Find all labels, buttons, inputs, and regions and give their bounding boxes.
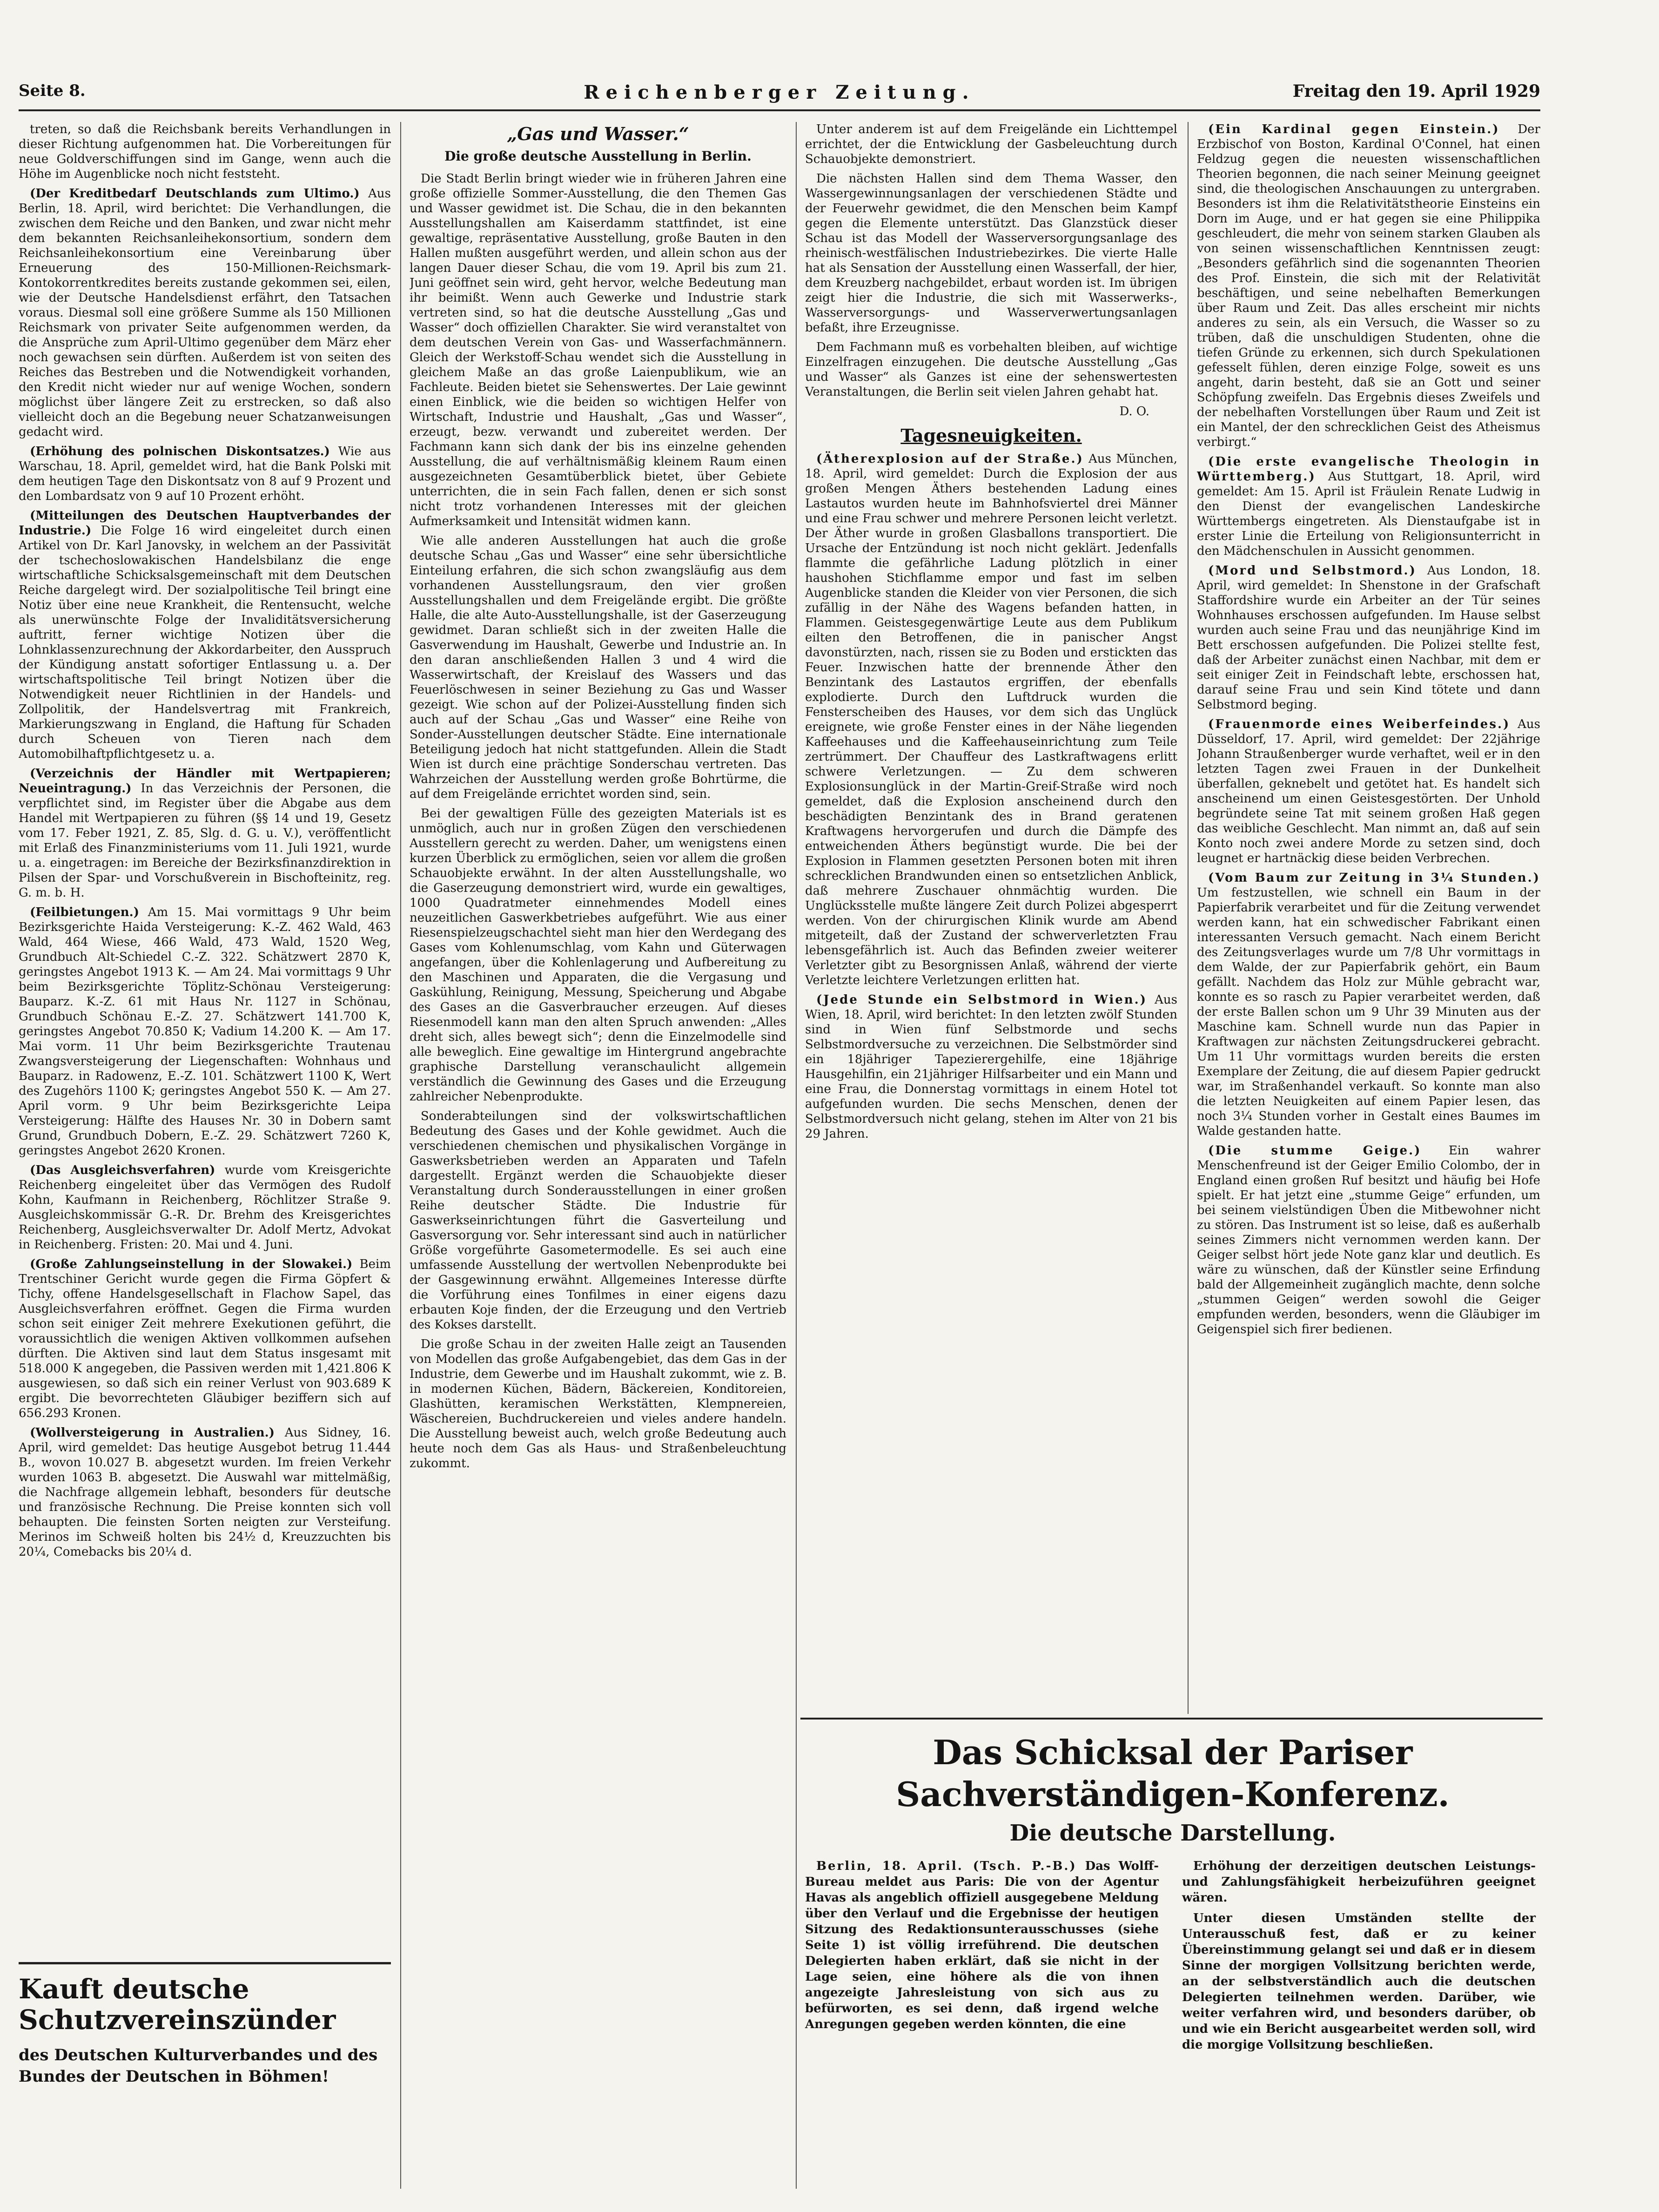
article-paragraph: Erhöhung der derzeitigen deutschen Leistungs- und Zahlungsfähigkeit herbeizuführen geeignet wären. [1182, 1859, 1536, 1905]
news-item: (Frauenmorde eines Weiberfeindes.) Aus Düsseldorf, 17. April, wird gemeldet: Der 22jährige Johann Straußenberger wurde verhaftet, weil er in den letzten Tagen zwei Frauen in der Dunkelheit überfallen, geknebelt und getötet hat. Es handelt sich anscheinend um einen Geistesgestörten. Der Unhold begründete seine Tat mit seinem großen Haß gegen das weibliche Geschlecht. Man nimmt an, daß auf sein Konto noch zwei andere Morde zu setzen sind, doch leugnet er hartnäckig diese beiden Verbrechen. [1197, 717, 1540, 865]
article-paragraph: Die große Schau in der zweiten Halle zeigt an Tausenden von Modellen das große Aufgabengebiet, das dem Gas in der Industrie, dem Gewerbe und im Haushalt zukommt, wie z. B. in modernen Küchen, Bädern, Bäckereien, Konditoreien, Glashütten, keramischen Werkstätten, Klempnereien, Wäschereien, Buchdruckereien und vieles andere handeln. Die Ausstellung beweist auch, welch große Bedeutung auch heute noch dem Gas als Haus- und Straßenbeleuchtung zukommt. [410, 1337, 786, 1470]
article-item: (Mitteilungen des Deutschen Hauptverbandes der Industrie.) Die Folge 16 wird eingeleitet durch einen Artikel von Dr. Karl Janovsky, in welchem an der Passivität der tschechoslowakischen Handelsbilanz die enge wirtschaftliche Schicksalsgemeinschaft mit dem Deutschen Reiche dargelegt wird. Der sozialpolitische Teil bringt eine Notiz über eine neue Krankheit, die Rentensucht, welche als unerwünschte Folge der Invaliditätsversicherung auftritt, ferner wichtige Notizen über die Lohnklassenzurechnung der Akkordarbeiter, den Ausspruch der Kündigung anstatt sofortiger Entlassung u. a. Der wirtschaftspolitische Teil bringt Notizen über die Notwendigkeit neuer Richtlinien in der Handels- und Zollpolitik, der Handelsvertrag mit Frankreich, Markierungszwang in England, die Haftung für Schaden durch Scheuen von Tieren nach dem Automobilhaftpflichtgesetz u. a. [19, 509, 391, 761]
section-title: Tagesneuigkeiten. [900, 425, 1082, 446]
column-news [805, 122, 1177, 1709]
column-rule [400, 122, 401, 2189]
news-item: (Vom Baum zur Zeitung in 3¼ Stunden.) Um festzustellen, wie schnell ein Baum in der Papierfabrik verarbeitet und für die Zeitung verwendet werden kann, hat ein schwedischer Fabrikant einen interessanten Versuch gemacht. Nach einem Bericht des Zeitungsverlages wurde um 7/8 Uhr vormittags in dem Walde, der zur Papierfabrik gehört, ein Baum gefällt. Nachdem das Holz zur Mühle gebracht war, konnte es so rasch zu Papier verarbeitet werden, daß der erste Ballen schon um 9 Uhr 39 Minuten aus der Maschine kam. Schnell wurde nun das Papier in Kraftwagen zur nächsten Zeitungsdruckerei gebracht. Um 11 Uhr vormittags wurden bereits die ersten Exemplare der Zeitung, die auf diesem Papier gedruckt war, im Straßenhandel verkauft. So konnte man also die letzten Neuigkeiten auf einem Papier lesen, das noch 3¼ Stunden vorher in Gestalt eines Baumes im Walde gestanden hatte. [1197, 871, 1540, 1138]
news-item: (Jede Stunde ein Selbstmord in Wien.) Aus Wien, 18. April, wird berichtet: In den letzten zwölf Stunden sind in Wien fünf Selbstmorde und sechs Selbstmordversuche zu verzeichnen. Die Selbstmörder sind ein 18jähriger Tapezierergehilfe, eine 18jährige Hausgehilfin, ein 21jähriger Hilfsarbeiter und ein Mann und eine Frau, die Donnerstag vormittags in einem Hotel tot aufgefunden wurden. Die sechs Menschen, denen der Selbstmordversuch nicht gelang, stehen im Alter von 21 bis 29 Jahren. [805, 993, 1177, 1141]
conference-article [805, 1732, 1540, 2192]
article-title: „Gas und Wasser.“ [507, 123, 689, 144]
article-item: (Das Ausgleichsverfahren) wurde vom Kreisgerichte Reichenberg eingeleitet über das Vermögen des Rudolf Kohn, Kaufmann in Reichenberg, Röchlitzer Straße 9. Ausgleichskommissär G.-R. Dr. Brehm des Kreisgerichtes Reichenberg, Ausgleichsverwalter Dr. Adolf Mertz, Advokat in Reichenberg. Fristen: 20. Mai und 4. Juni. [19, 1163, 391, 1252]
newspaper-title: Reichenberger Zeitung. [584, 81, 975, 103]
column-rule [796, 122, 797, 2189]
ad-headline: Kauft deutsche Schutzvereinszünder [19, 1973, 336, 2036]
article-signature: D. O. [1119, 405, 1149, 418]
ad-body: des Deutschen Kulturverbandes und des Bundes der Deutschen in Böhmen! [19, 2046, 378, 2086]
conference-right-column [1182, 1858, 1536, 2057]
article-paragraph: Die nächsten Hallen sind dem Thema Wasser, den Wassergewinnungsanlagen der verschiedenen Städte und der Feuerwehr gewidmet, die den Menschen beim Kampf gegen die Elemente unterstützt. Das Glanzstück dieser Schau ist das Modell der Wasserversorgungsanlage des rheinisch-westfälischen Industriebezirkes. Die vierte Halle hat als Sensation der Ausstellung einen Wasserfall, der hier, dem Kreuzberg nachgebildet, erbaut worden ist. Im übrigen zeigt hier die Industrie, die sich mit Wasserwerks-, Wasserversorgungs- und Wasserverwertungsanlagen befaßt, ihre Erzeugnisse. [805, 172, 1177, 335]
article-subtitle: Die große deutsche Ausstellung in Berlin. [444, 148, 752, 164]
masthead [19, 77, 1540, 111]
article-paragraph: Berlin, 18. April. (Tsch. P.-B.) Das Wolff-Bureau meldet aus Paris: Die von der Agentur Havas als angeblich offiziell ausgegebene Meldung über den Verlauf und die Ergebnisse der heutigen Sitzung des Redaktionsunterausschusses (siehe Seite 1) ist völlig irreführend. Die deutschen Delegierten haben erklärt, daß sie nicht in der Lage seien, eine höhere als die von ihnen angezeigte Jahresleistung von sich aus zu befürworten, es sei denn, daß irgend welche Anregungen gegeben werden könnten, die eine [805, 1859, 1159, 2031]
column-rule [1188, 122, 1189, 1714]
article-item: (Wollversteigerung in Australien.) Aus Sidney, 16. April, wird gemeldet: Das heutige Ausgebot betrug 11.444 B., wovon 10.027 B. abgesetzt wurden. Im freien Verkehr wurden 1063 B. abgesetzt. Die Auswahl war mittelmäßig, die Nachfrage allgemein lebhaft, besonders für deutsche und französische Rechnung. Die Preise konnten sich voll behaupten. Die feinsten Sorten neigten zur Versteifung. Merinos im Schweiß holten bis 24½ d, Kreuzzuchten bis 20¼, Comebacks bis 20¼ d. [19, 1426, 391, 1559]
issue-date: Freitag den 19. April 1929 [1292, 81, 1540, 101]
section-rule [800, 1718, 1543, 1720]
news-item: (Die erste evangelische Theologin in Württemberg.) Aus Stuttgart, 18. April, wird gemeldet: Am 15. April ist Fräulein Renate Ludwig in den Dienst der evangelischen Landeskirche Württembergs eingetreten. Als Dienstaufgabe ist in erster Linie die Erteilung von Religionsunterricht in den Mädchenschulen in Aussicht genommen. [1197, 455, 1540, 558]
article-paragraph: Unter anderem ist auf dem Freigelände ein Lichttempel errichtet, der die Entwicklung der Gasbeleuchtung durch Schauobjekte demonstriert. [805, 122, 1177, 166]
advertisement [19, 1962, 391, 2183]
conference-left-column [805, 1858, 1159, 2037]
article-item: (Große Zahlungseinstellung in der Slowakei.) Beim Trentschiner Gericht wurde gegen die Firma Göpfert & Tichy, offene Handelsgesellschaft in Flachow Sapel, das Ausgleichsverfahren eröffnet. Gegen die Firma wurden schon seit einiger Zeit mehrere Exekutionen geführt, die voraussichtlich die wenigen Aktiven vollkommen aufsehen dürften. Die Aktiven sind laut dem Status insgesamt mit 518.000 K angegeben, die Passiven werden mit 1,421.806 K ausgewiesen, so daß sich ein reiner Verlust von 903.689 K ergibt. Die bevorrechteten Gläubiger beziffern sich auf 656.293 Kronen. [19, 1257, 391, 1420]
article-paragraph: Die Stadt Berlin bringt wieder wie in früheren Jahren eine große offizielle Sommer-Ausstellung, die den Themen Gas und Wasser gewidmet ist. Die Schau, die in den bekannten Ausstellungshallen am Kaiserdamm stattfindet, ist eine gewaltige, repräsentative Ausstellung, große Bauten in den Hallen mußten ausgeführt werden, und allein schon aus der langen Dauer dieser Schau, die vom 19. April bis zum 21. Juni geöffnet sein wird, geht hervor, welche Bedeutung man ihr beimißt. Wenn auch Gewerke und Industrie stark vertreten sind, so hat die deutsche Ausstellung „Gas und Wasser“ doch offiziellen Charakter. Sie wird veranstaltet von dem deutschen Verein von Gas- und Wasserfachmännern. Gleich der Werkstoff-Schau wendet sich die Ausstellung in gleichem Maße an das große Laienpublikum, wie an Fachleute. Beiden bietet sie Sehenswertes. Der Laie gewinnt einen Einblick, wie die beiden so wichtigen Helfer von Wirtschaft, Industrie und Haushalt, „Gas und Wasser“, erzeugt, bezw. verwandt und zubereitet werden. Der Fachmann kann sich dank der bis ins einzelne gehenden Ausstellung, die auf verhältnismäßig kleinem Raum einen ausgezeichneten Gesamtüberblick bietet, über Gebiete unterrichten, die in sein Fach fallen, denen er sich sonst nicht trotz vorhandenen Interesses mit der gleichen Aufmerksamkeit und Intensität widmen kann. [410, 172, 786, 528]
article-paragraph: Bei der gewaltigen Fülle des gezeigten Materials ist es unmöglich, auch nur in großen Zügen den verschiedenen Ausstellern gerecht zu werden. Daher, um wenigstens einen kurzen Überblick zu ermöglichen, seien vor allem die großen Schauobjekte erwähnt. In der alten Ausstellungshalle, wo die Gaserzeugung demonstriert wird, wurde ein gewaltiges, 1000 Quadratmeter einnehmendes Modell eines neuzeitlichen Gaswerkbetriebes aufgeführt. Wie aus einer Riesenspielzeugschachtel sieht man hier den Werdegang des Gases vom Kohlenumschlag, vom Kahn und Güterwagen angefangen, über die Kohlenlagerung und Aufbereitung zu den Maschinen und Apparaten, die die Vergasung und Gaskühlung, Reinigung, Messung, Speicherung und Abgabe des Gases an die Gasverbraucher erzeugen. Auf dieses Riesenmodell kann man den alten Spruch anwenden: „Alles dreht sich, alles bewegt sich“; denn die Einzelmodelle sind alle beweglich. Eine gewaltige im Hintergrund angebrachte graphische Darstellung veranschaulicht allgemein verständlich die Gewinnung des Gases und die Erzeugung zahlreicher Nebenprodukte. [410, 807, 786, 1104]
article-paragraph: Wie alle anderen Ausstellungen hat auch die große deutsche Schau „Gas und Wasser“ eine sehr übersichtliche Einteilung erfahren, die sich schon zwangsläufig aus dem vorhandenen Ausstellungsraum, den vier großen Ausstellungshallen und dem Freigelände ergibt. Die größte Halle, die alte Auto-Ausstellungshalle, ist der Gaserzeugung gewidmet. Daran schließt sich in der zweiten Halle die Gasverwendung im Haushalt, Gewerbe und Industrie an. In den daran anschließenden Hallen 3 und 4 wird die Wasserwirtschaft, der Kreislauf des Wassers und das Feuerlöschwesen in seiner Beziehung zu Gas und Wasser gezeigt. Wie schon auf der Polizei-Ausstellung finden sich auch auf der Schau „Gas und Wasser“ eine Reihe von Sonder-Ausstellungen deutscher Städte. Eine internationale Beteiligung jedoch hat nicht stattgefunden. Allein die Stadt Wien ist durch eine prächtige Sonderschau vertreten. Das Wahrzeichen der Ausstellung werden große Bohrtürme, die auf dem Freigelände errichtet worden sind, sein. [410, 534, 786, 801]
column-economy [19, 122, 391, 1947]
article-paragraph: Unter diesen Umständen stellte der Unterausschuß fest, daß er zu keiner Übereinstimmung gelangt sei und daß er in diesem Sinne der morgigen Vollsitzung berichten werde, an der selbstverständlich auch die deutschen Delegierten teilnehmen werden. Darüber, wie weiter verfahren wird, und besonders darüber, ob und wie ein Bericht ausgearbeitet werden soll, wird die morgige Vollsitzung beschließen. [1182, 1911, 1536, 2052]
article-item: (Erhöhung des polnischen Diskontsatzes.) Wie aus Warschau, 18. April, gemeldet wird, hat die Bank Polski mit dem heutigen Tage den Diskontsatz von 8 auf 9 Prozent und den Lombardsatz von 9 auf 10 Prozent erhöht. [19, 445, 391, 503]
page-number: Seite 8. [19, 81, 86, 100]
article-item: (Verzeichnis der Händler mit Wertpapieren; Neueintragung.) In das Verzeichnis der Personen, die verpflichtet sind, im Register über die Abgabe aus dem Handel mit Wertpapieren zu führen (§§ 14 und 19, Gesetz vom 17. Feber 1921, Z. 85, Slg. d. G. u. V.), veröffentlicht mit Erlaß des Finanzministeriums vom 11. Juli 1921, wurde u. a. eingetragen: im Bereiche der Bezirksfinanzdirektion in Pilsen der Spar- und Vorschußverein in Bischofteinitz, reg. G. m. b. H. [19, 767, 391, 900]
article-item: treten, so daß die Reichsbank bereits Verhandlungen in dieser Richtung aufgenommen hat. Die Vorbereitungen für neue Goldverschiffungen sind im Gange, wenn auch die Höhe im Augenblicke noch nicht feststeht. [19, 122, 391, 181]
news-item: (Ein Kardinal gegen Einstein.) Der Erzbischof von Boston, Kardinal O'Connel, hat einen Feldzug gegen die neuesten wissenschaftlichen Theorien begonnen, die nach seiner Meinung geeignet sind, die theologischen Anschauungen zu untergraben. Besonders ist ihm die Relativitätstheorie Einsteins ein Dorn im Auge, und er hat gegen sie eine Philippika geschleudert, die mehr von seinem starken Glauben als von seinen wissenschaftlichen Kenntnissen zeugt: „Besonders gefährlich sind die sogenannten Theorien des Prof. Einstein, die sich mit der Relativität beschäftigen, und seine nebelhaften Bemerkungen über Raum und Zeit. Das alles erscheint mir nichts anderes zu sein, als ein Versuch, die Wasser so zu trüben, daß die unschuldigen Studenten, ohne die tiefen Gründe zu erkennen, sich durch Spekulationen gefesselt fühlen, deren einzige Folge, soweit es uns angeht, darin besteht, daß sie an Gott und seiner Schöpfung zweifeln. Das Ergebnis dieses Zweifels und der nebelhaften Vorstellungen über Raum und Zeit ist ein Mantel, der den schrecklichen Geist des Atheismus verbirgt.“ [1197, 122, 1540, 449]
column-miscellany [1197, 122, 1540, 1709]
article-headline: Das Schicksal der Pariser Sachverständigen-Konferenz. [896, 1733, 1450, 1814]
column-gas-water [410, 122, 786, 2161]
article-item: (Der Kreditbedarf Deutschlands zum Ultimo.) Aus Berlin, 18. April, wird berichtet: Die Verhandlungen, die zwischen dem Reiche und den Banken, und zwar nicht mehr dem bekannten Reichsanleihekonsortium, sondern dem Reichsanleihekonsortium eine Vereinbarung über Erneuerung des 150-Millionen-Reichsmark-Kontokorrentkredites bereits zustande gekommen sei, eilen, wie der Deutsche Handelsdienst erfährt, den Tatsachen voraus. Diesmal soll eine größere Summe als 150 Millionen Reichsmark von privater Seite aufgenommen werden, da die Ansprüche zum April-Ultimo gegenüber dem März eher noch gewachsen sein dürften. Außerdem ist von seiten des Reiches das Bestreben und die Notwendigkeit vorhanden, den Kredit nicht wieder nur auf wenige Wochen, sondern möglichst über längere Zeit zu erstrecken, so daß also vielleicht doch an die Begebung neuer Schatzanweisungen gedacht wird. [19, 187, 391, 439]
news-item: (Mord und Selbstmord.) Aus London, 18. April, wird gemeldet: In Shenstone in der Grafschaft Staffordshire wurde ein Arbeiter an der Tür seines Wohnhauses erschossen aufgefunden. Im Hause selbst wurden auch seine Frau und das neunjährige Kind im Bett erschossen aufgefunden. Die Polizei stellte fest, daß der Arbeiter zunächst einen Nachbar, mit dem er seit einiger Zeit in Feindschaft lebte, erschossen hat, darauf seine Frau und sein Kind tötete und dann Selbstmord beging. [1197, 564, 1540, 712]
article-item: (Feilbietungen.) Am 15. Mai vormittags 9 Uhr beim Bezirksgerichte Haida Versteigerung: K.-Z. 462 Wald, 463 Wald, 464 Wiese, 466 Wald, 473 Wald, 1520 Weg, Grundbuch Alt-Schiedel C.-Z. 322. Schätzwert 2870 K, geringstes Angebot 1913 K. — Am 24. Mai vormittags 9 Uhr beim Bezirksgerichte Töplitz-Schönau Versteigerung: Bauparz. K.-Z. 61 mit Haus Nr. 1127 in Schönau, Grundbuch Schönau E.-Z. 27. Schätzwert 141.700 K, geringstes Angebot 70.850 K; Vadium 14.200 K. — Am 17. Mai vorm. 11 Uhr beim Bezirksgerichte Trautenau Zwangsversteigerung der Liegenschaften: Wohnhaus und Bauparz. in Radowenz, E.-Z. 101. Schätzwert 1100 K, Wert des Zugehörs 1100 K; geringstes Angebot 550 K. — Am 27. April vorm. 9 Uhr beim Bezirksgerichte Leipa Versteigerung: Hälfte des Hauses Nr. 30 in Dobern samt Grund, Grundbuch Dobern, E.-Z. 29. Schätzwert 7260 K, geringstes Angebot 2620 Kronen. [19, 905, 391, 1158]
news-item: (Die stumme Geige.) Ein wahrer Menschenfreund ist der Geiger Emilio Colombo, der in England einen großen Ruf besitzt und häufig bei Hofe spielt. Er hat jetzt eine „stumme Geige“ erfunden, um bei seinem vielstündigen Üben die Mitbewohner nicht zu stören. Das Instrument ist so leise, daß es außerhalb seines Zimmers nicht vernommen werden kann. Der Geiger selbst hört jede Note ganz klar und deutlich. Es wäre zu wünschen, daß der Künstler seine Erfindung bald der Allgemeinheit zugänglich machte, denn solche „stummen Geigen“ werden sowohl die Geiger empfunden werden, besonders, wenn die Gläubiger im Geigenspiel sich firer bedienen. [1197, 1144, 1540, 1336]
article-subtitle: Die deutsche Darstellung. [1009, 1820, 1336, 1846]
article-paragraph: Dem Fachmann muß es vorbehalten bleiben, auf wichtige Einzelfragen einzugehen. Die deutsche Ausstellung „Gas und Wasser“ als Ganzes ist eine der sehenswertesten Veranstaltungen, die Berlin seit vielen Jahren gehabt hat. [805, 340, 1177, 399]
article-paragraph: Sonderabteilungen sind der volkswirtschaftlichen Bedeutung des Gases und der Kohle gewidmet. Auch die verschiedenen chemischen und physikalischen Vorgänge in Gaswerksbetrieben werden an Apparaten und Tafeln dargestellt. Ergänzt werden die Schauobjekte dieser Veranstaltung durch Sonderausstellungen in einer großen Reihe deutscher Städte. Die Industrie für Gaswerkseinrichtungen führt die Gasverteilung und Gasversorgung vor. Sehr interessant sind auch in natürlicher Größe vorgeführte Gasometermodelle. Es sei auch eine umfassende Ausstellung der wertvollen Nebenprodukte bei der Gasgewinnung erwähnt. Allgemeines Interesse dürfte die Vorführung eines Tonfilmes in einer eigens dazu erbauten Koje finden, der die Erzeugung und den Vertrieb des Kokses darstellt. [410, 1109, 786, 1332]
news-item: (Ätherexplosion auf der Straße.) Aus München, 18. April, wird gemeldet: Durch die Explosion der aus großen Mengen Äthers bestehenden Ladung eines Lastautos wurden heute im Bahnhofsviertel drei Männer und eine Frau schwer und mehrere Personen leicht verletzt. Der Äther wurde in großen Glasballons transportiert. Die Ursache der Entzündung ist noch nicht geklärt. Jedenfalls flammte die gefährliche Ladung plötzlich in einer haushohen Stichflamme empor und fast im selben Augenblicke standen die Kleider von vier Personen, die sich zufällig in der Nähe des Wagens befanden hatten, in Flammen. Geistesgegenwärtige Leute aus dem Publikum eilten den Betroffenen, die in panischer Angst davonstürzten, nach, rissen sie zu Boden und erstickten das Feuer. Inzwischen hatte der brennende Äther den Benzintank des Lastautos ergriffen, der ebenfalls explodierte. Durch den Luftdruck wurden die Fensterscheiben des Hauses, vor dem sich das Unglück ereignete, wie große Fenster eines in der Nähe liegenden Kaffeehauses und die Kaffeehauseinrichtung zum Teile zertrümmert. Der Chauffeur des Lastkraftwagens erlitt schwere Verletzungen. — Zu dem schweren Explosionsunglück in der Martin-Greif-Straße wird noch gemeldet, daß die Explosion anscheinend durch den beschädigten Benzintank des in Brand geratenen Kraftwagens hervorgerufen und durch die Dämpfe des entweichenden Äthers begünstigt wurde. Die bei der Explosion in Flammen gesetzten Personen boten mit ihren schrecklichen Brandwunden einen so entsetzlichen Anblick, daß mehrere Zuschauer ohnmächtig wurden. Die Unglücksstelle mußte längere Zeit durch Polizei abgesperrt werden. Von der chirurgischen Klinik wurde am Abend mitgeteilt, daß der Zustand der schwerverletzten Frau lebensgefährlich ist. Auch das Befinden zweier weiterer Verletzter gibt zu Besorgnissen Anlaß, während der vierte Verletzte leichtere Verletzungen erlitten hat. [805, 452, 1177, 987]
